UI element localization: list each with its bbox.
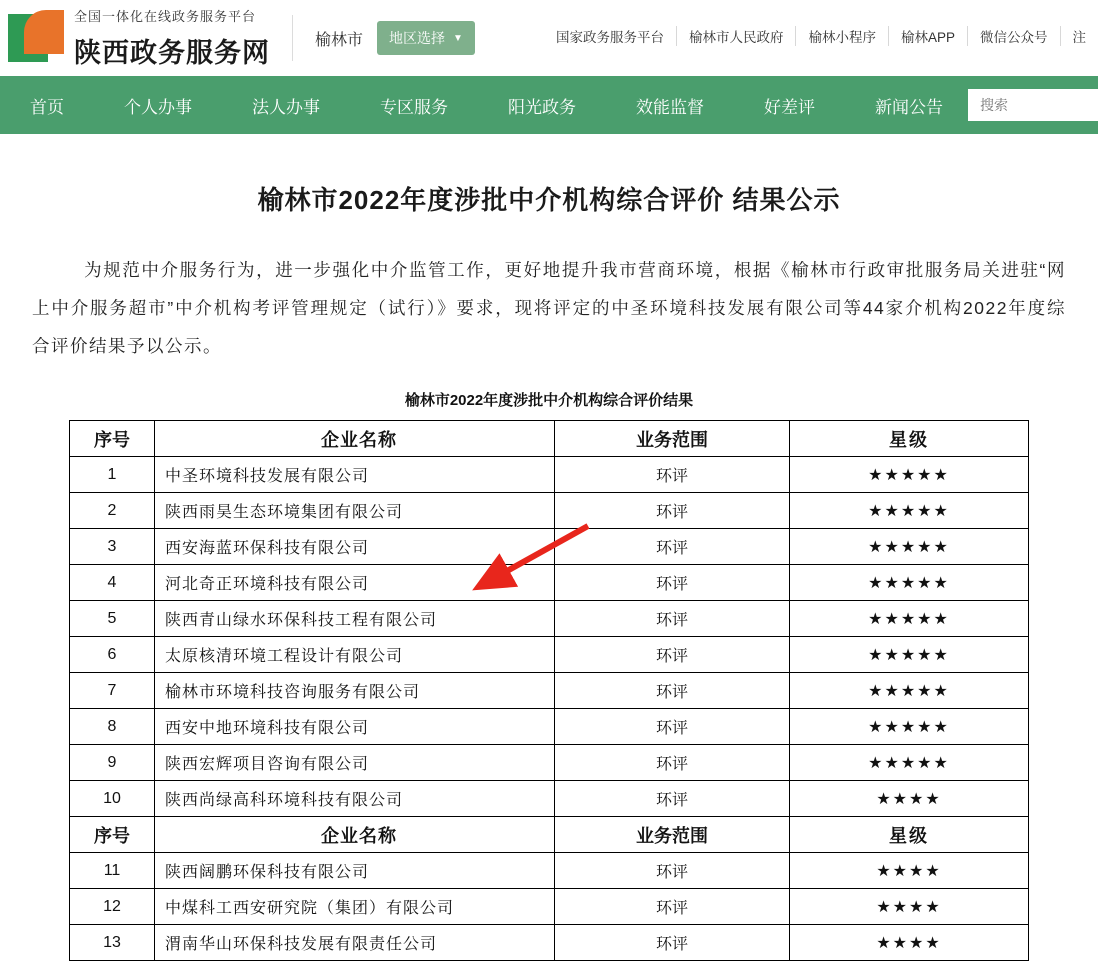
table-header-row-repeat [70, 817, 1029, 853]
table-row [70, 781, 1029, 817]
cell-stars: ★★★★★ [790, 565, 1029, 601]
header-link-4[interactable]: 微信公众号 [968, 26, 1061, 46]
cell-scope: 环评 [555, 601, 790, 637]
article-paragraph [32, 251, 1066, 365]
header-company: 企业名称 [155, 817, 555, 853]
site-header [0, 0, 1098, 76]
header-link-1[interactable]: 榆林市人民政府 [677, 26, 797, 46]
site-logo-block[interactable] [0, 6, 270, 70]
table-row [70, 457, 1029, 493]
header-scope: 业务范围 [555, 421, 790, 457]
cell-stars: ★★★★★ [790, 709, 1029, 745]
cell-scope: 环评 [555, 493, 790, 529]
header-link-0[interactable]: 国家政务服务平台 [544, 26, 677, 46]
nav-item-home[interactable]: 首页 [0, 93, 94, 118]
table-row [70, 709, 1029, 745]
cell-stars: ★★★★★ [790, 745, 1029, 781]
header-company: 企业名称 [155, 421, 555, 457]
nav-item-news[interactable]: 新闻公告 [845, 93, 973, 118]
table-row [70, 853, 1029, 889]
cell-stars: ★★★★★ [790, 673, 1029, 709]
nav-item-supervision[interactable]: 效能监督 [606, 93, 734, 118]
table-row [70, 637, 1029, 673]
cell-company: 陕西青山绿水环保科技工程有限公司 [155, 601, 555, 637]
cell-stars: ★★★★★ [790, 457, 1029, 493]
cell-company: 榆林市环境科技咨询服务有限公司 [155, 673, 555, 709]
cell-scope: 环评 [555, 565, 790, 601]
main-nav [0, 76, 1098, 134]
cell-index: 8 [70, 709, 155, 745]
site-name: 陕西政务服务网 [74, 31, 270, 70]
cell-scope: 环评 [555, 781, 790, 817]
cell-index: 12 [70, 889, 155, 925]
cell-company: 河北奇正环境科技有限公司 [155, 565, 555, 601]
cell-index: 11 [70, 853, 155, 889]
cell-company: 渭南华山环保科技发展有限责任公司 [155, 925, 555, 961]
table-row [70, 565, 1029, 601]
article-body [0, 180, 1098, 961]
header-link-2[interactable]: 榆林小程序 [796, 26, 889, 46]
cell-index: 2 [70, 493, 155, 529]
page-title: 榆林市2022年度涉批中介机构综合评价 结果公示 [24, 180, 1074, 217]
header-links [544, 26, 1098, 46]
table-row [70, 601, 1029, 637]
cell-index: 13 [70, 925, 155, 961]
cell-stars: ★★★★ [790, 925, 1029, 961]
cell-company: 太原核清环境工程设计有限公司 [155, 637, 555, 673]
platform-line: 全国一体化在线政务服务平台 [74, 6, 270, 25]
cell-scope: 环评 [555, 745, 790, 781]
nav-item-legal[interactable]: 法人办事 [222, 93, 350, 118]
cell-scope: 环评 [555, 889, 790, 925]
table-caption: 榆林市2022年度涉批中介机构综合评价结果 [24, 389, 1074, 410]
search-input[interactable] [968, 89, 1098, 121]
header-scope: 业务范围 [555, 817, 790, 853]
cell-scope: 环评 [555, 637, 790, 673]
shaanxi-logo-icon [8, 10, 64, 66]
cell-index: 6 [70, 637, 155, 673]
site-logo-text [74, 6, 270, 70]
nav-item-sunshine[interactable]: 阳光政务 [478, 93, 606, 118]
cell-stars: ★★★★★ [790, 601, 1029, 637]
cell-company: 陕西尚绿高科环境科技有限公司 [155, 781, 555, 817]
cell-stars: ★★★★ [790, 853, 1029, 889]
cell-scope: 环评 [555, 529, 790, 565]
cell-company: 中圣环境科技发展有限公司 [155, 457, 555, 493]
chevron-down-icon: ▼ [453, 33, 463, 44]
evaluation-table [69, 420, 1029, 961]
header-link-5[interactable]: 注 [1061, 26, 1098, 46]
table-header-row [70, 421, 1029, 457]
header-link-3[interactable]: 榆林APP [889, 26, 968, 46]
cell-stars: ★★★★ [790, 781, 1029, 817]
cell-stars: ★★★★★ [790, 493, 1029, 529]
header-stars: 星级 [790, 421, 1029, 457]
cell-stars: ★★★★ [790, 889, 1029, 925]
cell-index: 10 [70, 781, 155, 817]
cell-stars: ★★★★★ [790, 637, 1029, 673]
cell-index: 1 [70, 457, 155, 493]
paragraph-text: 为规范中介服务行为，进一步强化中介监管工作，更好地提升我市营商环境，根据《榆林市行政审批服务局关进驻“网上中介服务超市”中介机构考评管理规定（试行）》要求，现将评定的中圣环境科技发展有限公司等44家介机构2022年度综合评价结果予以公示。 [32, 260, 1066, 356]
cell-company: 中煤科工西安研究院（集团）有限公司 [155, 889, 555, 925]
table-row [70, 925, 1029, 961]
cell-scope: 环评 [555, 457, 790, 493]
header-stars: 星级 [790, 817, 1029, 853]
cell-index: 7 [70, 673, 155, 709]
header-index: 序号 [70, 817, 155, 853]
cell-scope: 环评 [555, 853, 790, 889]
nav-item-zone[interactable]: 专区服务 [350, 93, 478, 118]
cell-scope: 环评 [555, 673, 790, 709]
cell-stars: ★★★★★ [790, 529, 1029, 565]
cell-scope: 环评 [555, 925, 790, 961]
nav-item-review[interactable]: 好差评 [734, 93, 845, 118]
header-divider [292, 15, 293, 61]
table-row [70, 673, 1029, 709]
current-city-label: 榆林市 [315, 27, 363, 50]
region-select-button[interactable] [377, 21, 475, 55]
cell-company: 西安中地环境科技有限公司 [155, 709, 555, 745]
cell-scope: 环评 [555, 709, 790, 745]
cell-index: 4 [70, 565, 155, 601]
cell-index: 3 [70, 529, 155, 565]
cell-company: 陕西雨昊生态环境集团有限公司 [155, 493, 555, 529]
cell-company: 陕西阔鹏环保科技有限公司 [155, 853, 555, 889]
table-row [70, 493, 1029, 529]
header-index: 序号 [70, 421, 155, 457]
cell-company: 陕西宏辉项目咨询有限公司 [155, 745, 555, 781]
nav-item-personal[interactable]: 个人办事 [94, 93, 222, 118]
region-select-label: 地区选择 [389, 28, 445, 48]
table-row [70, 529, 1029, 565]
cell-index: 9 [70, 745, 155, 781]
table-row [70, 889, 1029, 925]
cell-index: 5 [70, 601, 155, 637]
table-row [70, 745, 1029, 781]
cell-company: 西安海蓝环保科技有限公司 [155, 529, 555, 565]
